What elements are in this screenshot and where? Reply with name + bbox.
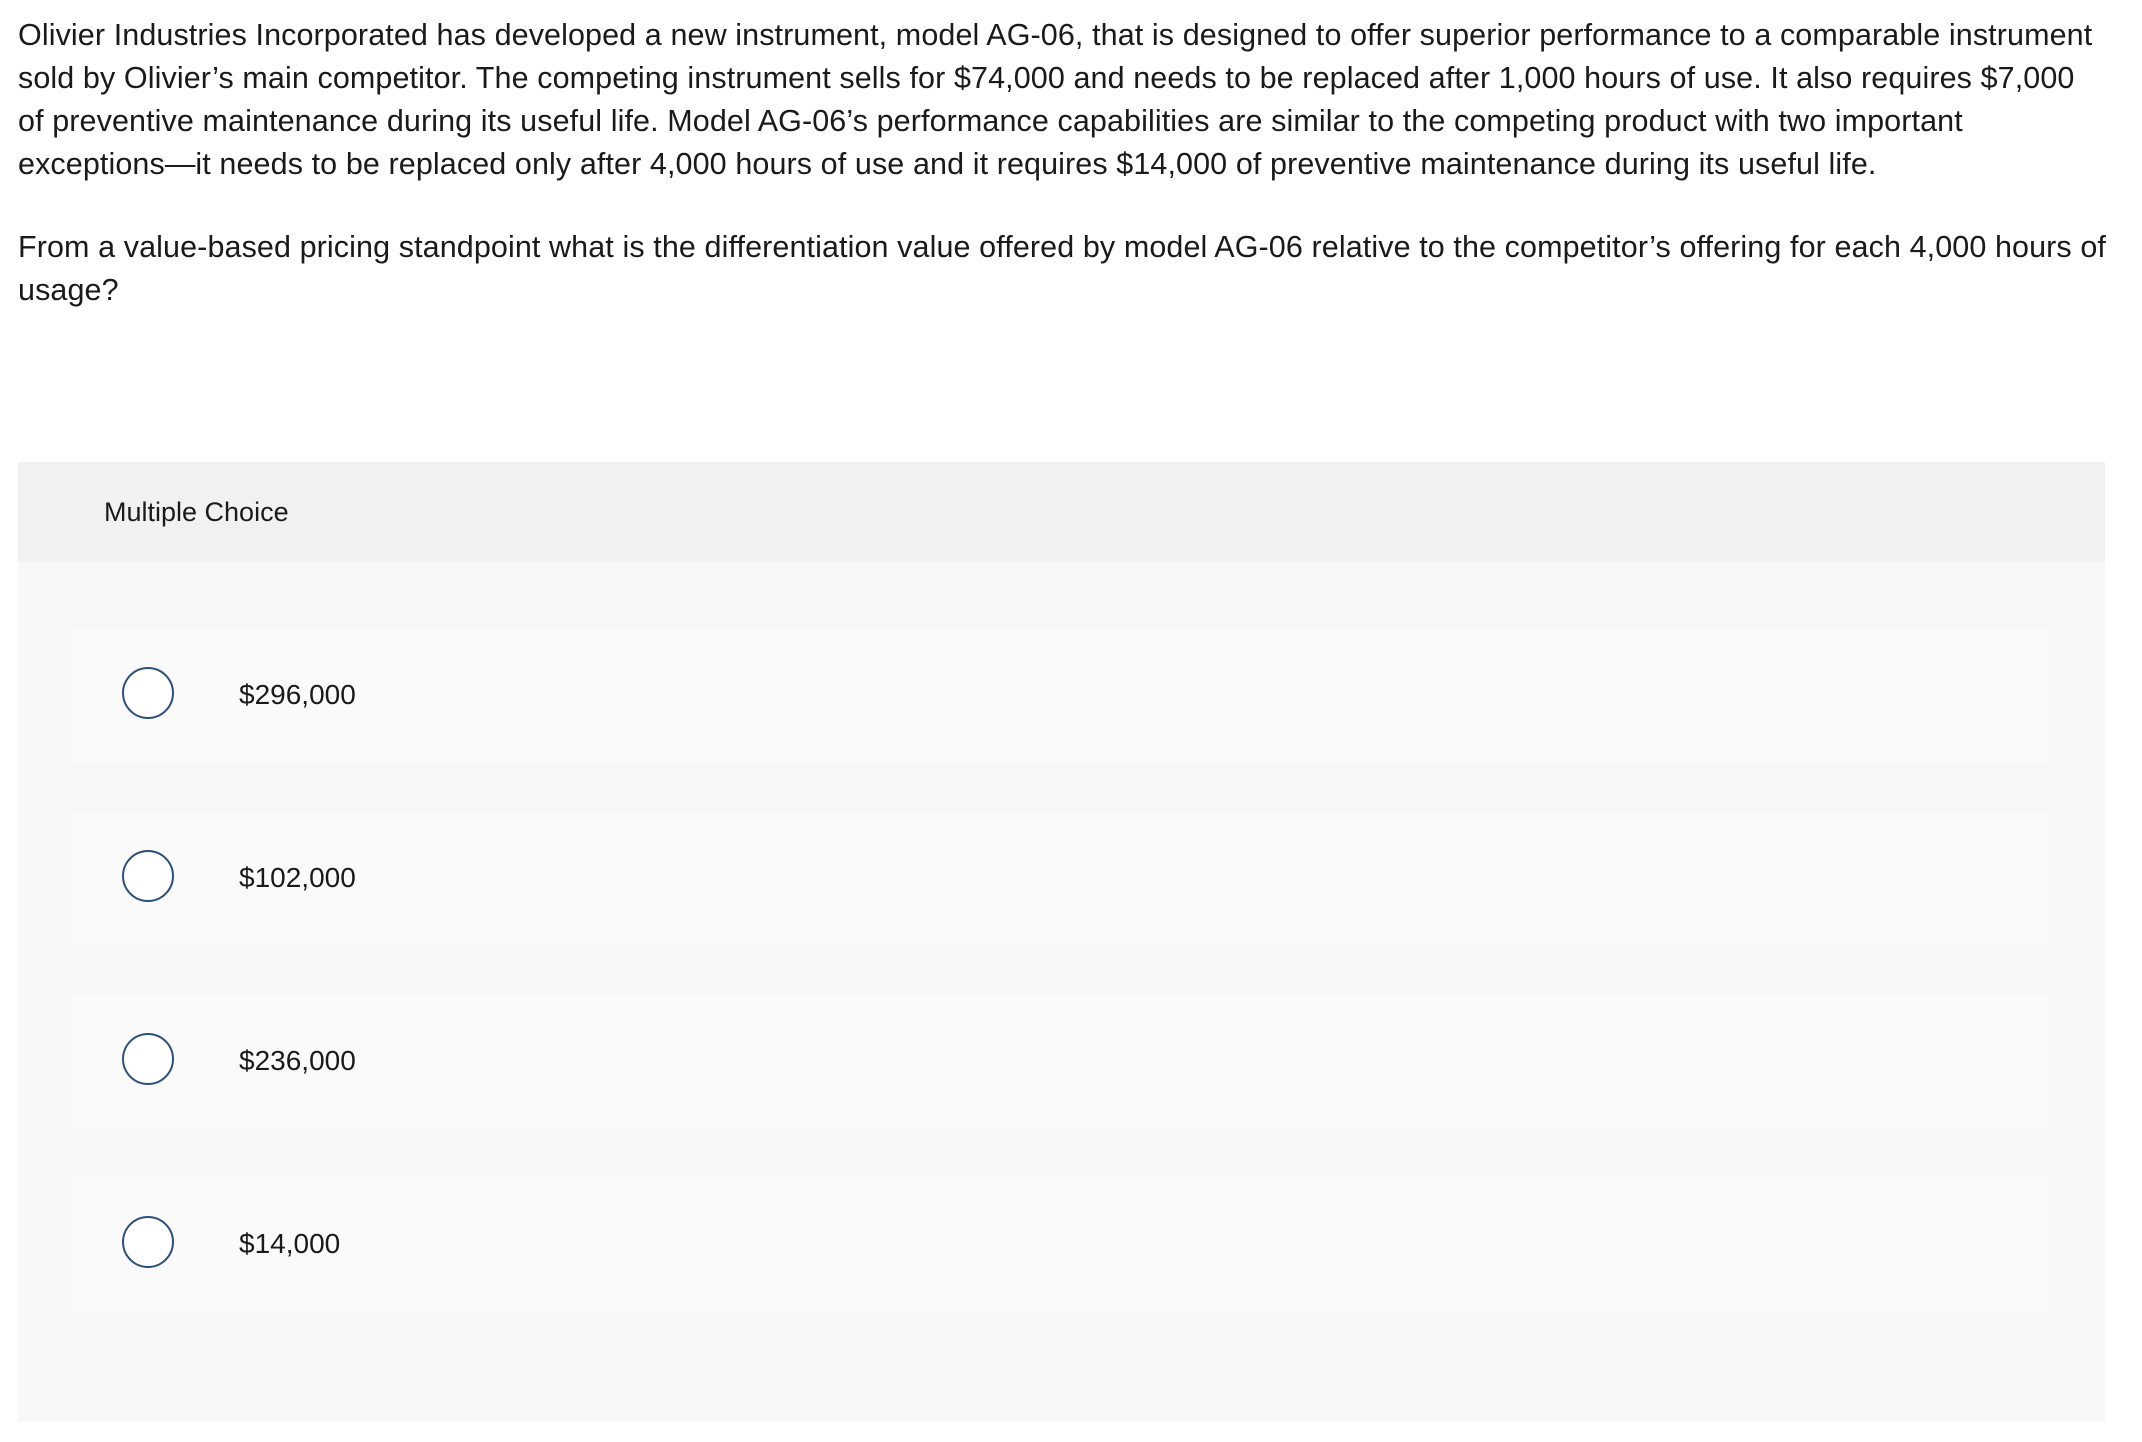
radio-button-icon[interactable] <box>122 667 174 719</box>
answer-option-label: $236,000 <box>239 1045 356 1076</box>
multiple-choice-panel <box>18 462 2105 1422</box>
radio-button-icon[interactable] <box>122 1033 174 1085</box>
answer-options <box>71 628 2049 1360</box>
multiple-choice-header <box>18 462 2105 562</box>
radio-button-icon[interactable] <box>122 1216 174 1268</box>
question-text <box>18 14 2108 312</box>
question-paragraph-2: From a value-based pricing standpoint what is the differentiation value offered by model AG-06 relative to the competitor’s offering for each 4,000 hours of usage? <box>18 230 2106 307</box>
answer-option-label: $296,000 <box>239 679 356 710</box>
answer-option-2[interactable] <box>71 811 2049 945</box>
radio-button-icon[interactable] <box>122 850 174 902</box>
answer-option-label: $14,000 <box>239 1228 341 1259</box>
answer-option-1[interactable] <box>71 628 2049 762</box>
answer-option-3[interactable] <box>71 994 2049 1128</box>
question-paragraph-1: Olivier Industries Incorporated has developed a new instrument, model AG-06, that is designed to offer superior performance to a comparable instrument sold by Olivier’s main competitor. The competing instrument sells for $74,000 and needs to be replaced after 1,000 hours of use. It also requires $7,000 of preventive maintenance during its useful life. Model AG-06’s performance capabilities are similar to the competing product with two important exceptions—it needs to be replaced only after 4,000 hours of use and it requires $14,000 of preventive maintenance during its useful life. <box>18 18 2093 181</box>
answer-option-label: $102,000 <box>239 862 356 893</box>
answer-option-4[interactable] <box>71 1177 2049 1311</box>
multiple-choice-header-label: Multiple Choice <box>104 497 289 527</box>
